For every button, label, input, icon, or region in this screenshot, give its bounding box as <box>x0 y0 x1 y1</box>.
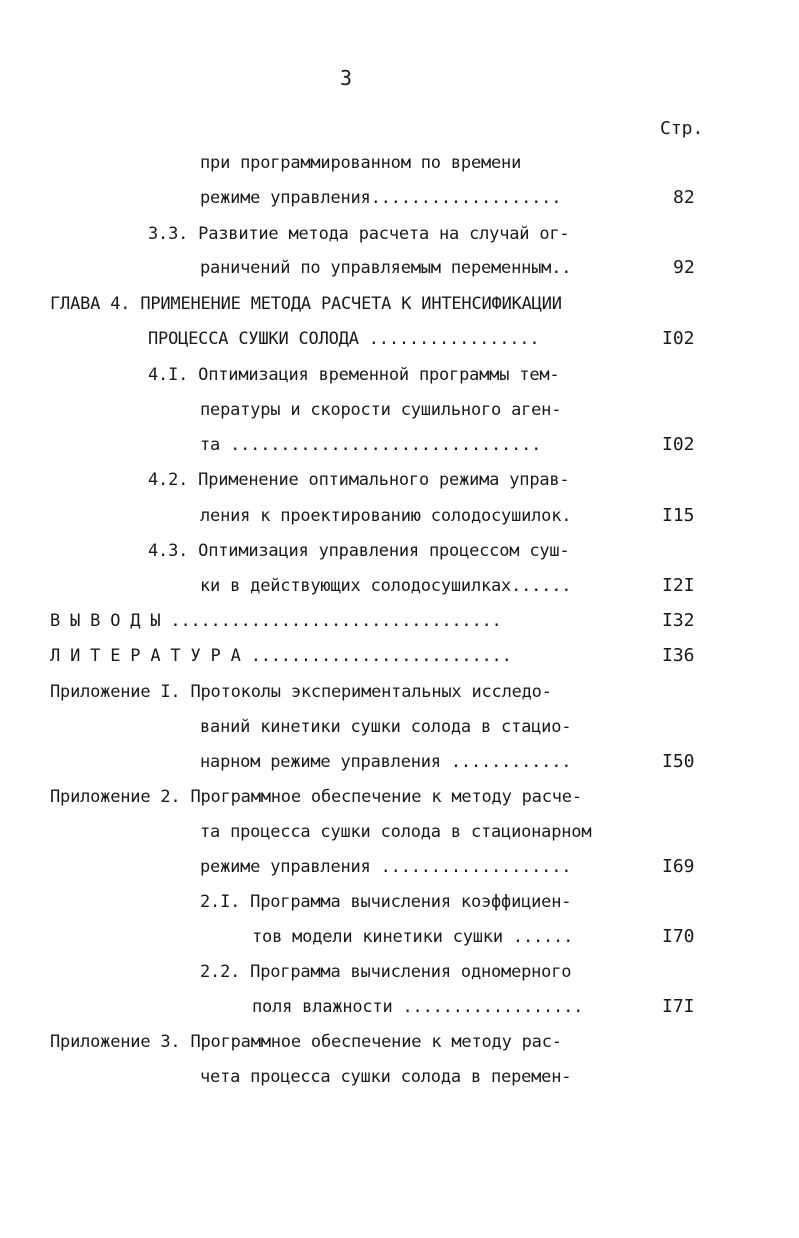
toc-page: I7I <box>662 996 695 1017</box>
toc-line: 2.2. Программа вычисления одномерного <box>200 962 572 982</box>
toc-line: В Ы В О Д Ы ................................. <box>50 611 502 631</box>
toc-page: I50 <box>662 751 695 772</box>
toc-line: та процесса сушки солода в стационарном <box>200 822 592 842</box>
toc-line: 4.I. Оптимизация временной программы тем- <box>148 365 560 385</box>
toc-page: I69 <box>662 856 695 877</box>
toc-line: ПРОЦЕССА СУШКИ СОЛОДА ................. <box>148 329 540 349</box>
toc-line: Приложение I. Протоколы экспериментальных исследо- <box>50 682 552 702</box>
toc-page: 82 <box>673 187 695 208</box>
page-number: 3 <box>340 66 353 90</box>
toc-line: ваний кинетики сушки солода в стацио- <box>200 717 572 737</box>
toc-line: пературы и скорости сушильного аген- <box>200 400 562 420</box>
toc-line: поля влажности .................. <box>252 997 584 1017</box>
toc-line: тов модели кинетики сушки ...... <box>252 927 574 947</box>
toc-line: ГЛАВА 4. ПРИМЕНЕНИЕ МЕТОДА РАСЧЕТА К ИНТЕНСИФИКАЦИИ <box>50 294 562 314</box>
toc-page: I36 <box>662 645 695 666</box>
toc-page: 92 <box>673 257 695 278</box>
toc-page: I2I <box>662 575 695 596</box>
toc-line: ки в действующих солодосушилках...... <box>200 576 572 596</box>
toc-line: режиме управления................... <box>200 188 562 208</box>
toc-line: Приложение 3. Программное обеспечение к методу рас- <box>50 1032 562 1052</box>
toc-line: 4.3. Оптимизация управления процессом суш- <box>148 541 570 561</box>
toc-line: 3.3. Развитие метода расчета на случай ог- <box>148 224 570 244</box>
toc-line: 4.2. Применение оптимального режима управ- <box>148 470 570 490</box>
toc-line: при программированном по времени <box>200 153 522 173</box>
toc-line: та ............................... <box>200 435 542 455</box>
toc-page: I02 <box>662 434 695 455</box>
toc-line: Приложение 2. Программное обеспечение к методу расче- <box>50 787 582 807</box>
toc-page: I32 <box>662 610 695 631</box>
toc-line: 2.I. Программа вычисления коэффициен- <box>200 892 572 912</box>
toc-page: I70 <box>662 926 695 947</box>
toc-line: чета процесса сушки солода в перемен- <box>200 1067 572 1087</box>
pages-column-header: Стр. <box>660 118 704 139</box>
toc-page: I15 <box>662 505 695 526</box>
toc-line: раничений по управляемым переменным.. <box>200 258 572 278</box>
toc-line: ления к проектированию солодосушилок. <box>200 506 572 526</box>
toc-page: I02 <box>662 328 695 349</box>
toc-line: Л И Т Е Р А Т У Р А .......................... <box>50 646 512 666</box>
toc-line: режиме управления ................... <box>200 857 572 877</box>
toc-line: нарном режиме управления ............ <box>200 752 572 772</box>
